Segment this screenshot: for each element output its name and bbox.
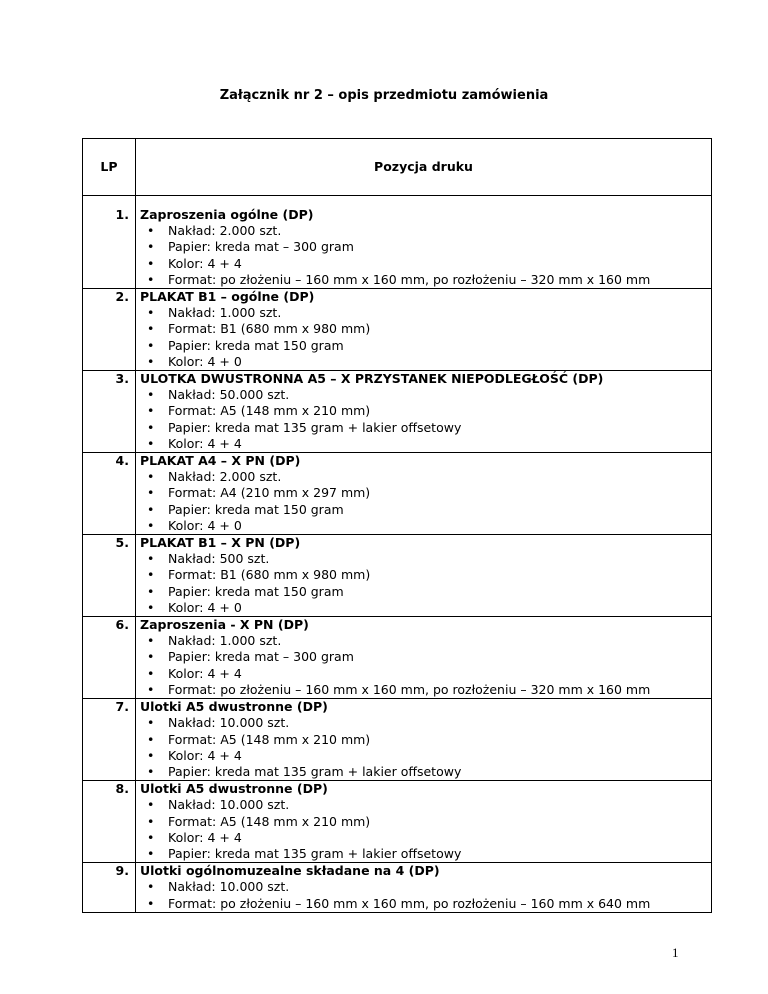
print-item-cell bbox=[136, 617, 712, 699]
spec-text: Format: A5 (148 mm x 210 mm) bbox=[168, 403, 371, 419]
spec-text: Nakład: 10.000 szt. bbox=[168, 797, 290, 813]
spec-text: Format: A5 (148 mm x 210 mm) bbox=[168, 813, 371, 829]
spec-text: Kolor: 4 + 0 bbox=[168, 599, 242, 615]
spec-text: Nakład: 1.000 szt. bbox=[168, 305, 282, 321]
spec-list-item bbox=[140, 764, 709, 780]
spec-list-item bbox=[140, 502, 709, 518]
spec-list-item bbox=[140, 567, 709, 583]
order-spec-table bbox=[82, 138, 712, 913]
spec-text: Format: po złożeniu – 160 mm x 160 mm, po rozłożeniu – 160 mm x 640 mm bbox=[168, 895, 651, 911]
spec-text: Papier: kreda mat 135 gram + lakier offsetowy bbox=[168, 845, 462, 861]
spec-list-item bbox=[140, 682, 709, 698]
bullet-icon: • bbox=[147, 419, 155, 435]
print-item-title: Zaproszenia - X PN (DP) bbox=[140, 617, 309, 633]
spec-text: Nakład: 10.000 szt. bbox=[168, 715, 290, 731]
spec-text: Format: B1 (680 mm x 980 mm) bbox=[168, 321, 371, 337]
header-position: Pozycja druku bbox=[136, 139, 712, 196]
table-header-row bbox=[83, 139, 712, 196]
bullet-icon: • bbox=[147, 715, 155, 731]
spec-list-item bbox=[140, 354, 709, 370]
spec-text: Nakład: 10.000 szt. bbox=[168, 879, 290, 895]
spec-list-item bbox=[140, 420, 709, 436]
table-row bbox=[83, 453, 712, 535]
bullet-icon: • bbox=[147, 517, 155, 533]
spec-text: Nakład: 500 szt. bbox=[168, 551, 270, 567]
bullet-icon: • bbox=[147, 551, 155, 567]
print-item-cell bbox=[136, 371, 712, 453]
spec-list-item bbox=[140, 879, 709, 895]
table-row bbox=[83, 781, 712, 863]
spec-text: Format: A4 (210 mm x 297 mm) bbox=[168, 485, 371, 501]
spec-list-item bbox=[140, 223, 709, 239]
print-item-specs bbox=[140, 551, 709, 616]
bullet-icon: • bbox=[147, 665, 155, 681]
print-item-specs bbox=[140, 223, 709, 288]
spec-list-item bbox=[140, 387, 709, 403]
table-row bbox=[83, 371, 712, 453]
print-item-title: ULOTKA DWUSTRONNA A5 – X PRZYSTANEK NIEPODLEGŁOŚĆ (DP) bbox=[140, 371, 604, 387]
spec-list-item bbox=[140, 584, 709, 600]
print-item-specs bbox=[140, 469, 709, 534]
print-item-cell bbox=[136, 196, 712, 289]
row-number: 6. bbox=[83, 617, 136, 699]
bullet-icon: • bbox=[147, 599, 155, 615]
header-lp: LP bbox=[83, 139, 136, 196]
spec-text: Papier: kreda mat – 300 gram bbox=[168, 239, 354, 255]
spec-list-item bbox=[140, 797, 709, 813]
print-item-cell bbox=[136, 699, 712, 781]
bullet-icon: • bbox=[147, 485, 155, 501]
spec-text: Kolor: 4 + 4 bbox=[168, 255, 242, 271]
table-row bbox=[83, 863, 712, 913]
bullet-icon: • bbox=[147, 845, 155, 861]
bullet-icon: • bbox=[147, 633, 155, 649]
table-body bbox=[83, 196, 712, 913]
page-number: 1 bbox=[672, 945, 679, 960]
row-number: 9. bbox=[83, 863, 136, 913]
bullet-icon: • bbox=[147, 435, 155, 451]
spec-list-item bbox=[140, 272, 709, 288]
spec-text: Nakład: 2.000 szt. bbox=[168, 469, 282, 485]
spec-text: Papier: kreda mat 150 gram bbox=[168, 501, 344, 517]
spec-text: Papier: kreda mat 135 gram + lakier offsetowy bbox=[168, 419, 462, 435]
spec-list-item bbox=[140, 239, 709, 255]
table-row bbox=[83, 617, 712, 699]
bullet-icon: • bbox=[147, 403, 155, 419]
bullet-icon: • bbox=[147, 763, 155, 779]
spec-text: Format: po złożeniu – 160 mm x 160 mm, po rozłożeniu – 320 mm x 160 mm bbox=[168, 681, 651, 697]
print-item-title: PLAKAT A4 – X PN (DP) bbox=[140, 453, 301, 469]
spec-list-item bbox=[140, 830, 709, 846]
spec-list-item bbox=[140, 485, 709, 501]
spec-text: Papier: kreda mat 135 gram + lakier offsetowy bbox=[168, 763, 462, 779]
spec-list-item bbox=[140, 436, 709, 452]
document-title: Załącznik nr 2 – opis przedmiotu zamówienia bbox=[219, 88, 549, 103]
print-item-cell bbox=[136, 453, 712, 535]
print-item-specs bbox=[140, 305, 709, 370]
bullet-icon: • bbox=[147, 731, 155, 747]
bullet-icon: • bbox=[147, 879, 155, 895]
row-number: 3. bbox=[83, 371, 136, 453]
print-item-specs bbox=[140, 715, 709, 780]
spec-list-item bbox=[140, 305, 709, 321]
print-item-title: PLAKAT B1 – ogólne (DP) bbox=[140, 289, 315, 305]
spec-text: Format: po złożeniu – 160 mm x 160 mm, po rozłożeniu – 320 mm x 160 mm bbox=[168, 271, 651, 287]
spec-text: Nakład: 2.000 szt. bbox=[168, 223, 282, 239]
spec-list-item bbox=[140, 256, 709, 272]
spec-text: Papier: kreda mat – 300 gram bbox=[168, 649, 354, 665]
print-item-title: PLAKAT B1 – X PN (DP) bbox=[140, 535, 301, 551]
spec-list-item bbox=[140, 633, 709, 649]
row-number: 7. bbox=[83, 699, 136, 781]
bullet-icon: • bbox=[147, 353, 155, 369]
print-item-cell bbox=[136, 289, 712, 371]
spec-list-item bbox=[140, 518, 709, 534]
bullet-icon: • bbox=[147, 895, 155, 911]
spec-text: Papier: kreda mat 150 gram bbox=[168, 583, 344, 599]
print-item-specs bbox=[140, 633, 709, 698]
row-number: 4. bbox=[83, 453, 136, 535]
spec-text: Nakład: 50.000 szt. bbox=[168, 387, 290, 403]
bullet-icon: • bbox=[147, 501, 155, 517]
spec-text: Format: A5 (148 mm x 210 mm) bbox=[168, 731, 371, 747]
print-item-cell bbox=[136, 863, 712, 913]
print-item-specs bbox=[140, 387, 709, 452]
bullet-icon: • bbox=[147, 681, 155, 697]
bullet-icon: • bbox=[147, 469, 155, 485]
spec-text: Papier: kreda mat 150 gram bbox=[168, 337, 344, 353]
bullet-icon: • bbox=[147, 223, 155, 239]
print-item-title: Zaproszenia ogólne (DP) bbox=[140, 207, 314, 222]
spec-list-item bbox=[140, 846, 709, 862]
print-item-title: Ulotki A5 dwustronne (DP) bbox=[140, 781, 328, 797]
print-item-specs bbox=[140, 797, 709, 862]
bullet-icon: • bbox=[147, 797, 155, 813]
spec-list-item bbox=[140, 321, 709, 337]
spec-text: Kolor: 4 + 4 bbox=[168, 829, 242, 845]
spec-list-item bbox=[140, 896, 709, 912]
spec-text: Kolor: 4 + 0 bbox=[168, 517, 242, 533]
spec-list-item bbox=[140, 715, 709, 731]
bullet-icon: • bbox=[147, 567, 155, 583]
bullet-icon: • bbox=[147, 829, 155, 845]
spec-list-item bbox=[140, 338, 709, 354]
print-item-cell bbox=[136, 781, 712, 863]
spec-text: Format: B1 (680 mm x 980 mm) bbox=[168, 567, 371, 583]
bullet-icon: • bbox=[147, 321, 155, 337]
table-row bbox=[83, 535, 712, 617]
spec-list-item bbox=[140, 469, 709, 485]
spec-list-item bbox=[140, 814, 709, 830]
row-number: 1. bbox=[83, 196, 136, 289]
bullet-icon: • bbox=[147, 747, 155, 763]
spec-list-item bbox=[140, 748, 709, 764]
bullet-icon: • bbox=[147, 583, 155, 599]
print-item-specs bbox=[140, 879, 709, 911]
spec-list-item bbox=[140, 649, 709, 665]
bullet-icon: • bbox=[147, 305, 155, 321]
print-item-title: Ulotki ogólnomuzealne składane na 4 (DP) bbox=[140, 863, 440, 879]
spec-text: Kolor: 4 + 4 bbox=[168, 665, 242, 681]
bullet-icon: • bbox=[147, 813, 155, 829]
spec-list-item bbox=[140, 732, 709, 748]
spec-text: Nakład: 1.000 szt. bbox=[168, 633, 282, 649]
spec-text: Kolor: 4 + 4 bbox=[168, 435, 242, 451]
spec-list-item bbox=[140, 666, 709, 682]
row-number: 2. bbox=[83, 289, 136, 371]
print-item-cell bbox=[136, 535, 712, 617]
table-row bbox=[83, 699, 712, 781]
print-item-title: Ulotki A5 dwustronne (DP) bbox=[140, 699, 328, 715]
row-number: 8. bbox=[83, 781, 136, 863]
bullet-icon: • bbox=[147, 387, 155, 403]
spec-list-item bbox=[140, 551, 709, 567]
spec-text: Kolor: 4 + 0 bbox=[168, 353, 242, 369]
spec-list-item bbox=[140, 403, 709, 419]
table-row bbox=[83, 289, 712, 371]
bullet-icon: • bbox=[147, 271, 155, 287]
bullet-icon: • bbox=[147, 239, 155, 255]
row-number: 5. bbox=[83, 535, 136, 617]
bullet-icon: • bbox=[147, 255, 155, 271]
bullet-icon: • bbox=[147, 649, 155, 665]
spec-text: Kolor: 4 + 4 bbox=[168, 747, 242, 763]
spec-list-item bbox=[140, 600, 709, 616]
table-row bbox=[83, 196, 712, 289]
bullet-icon: • bbox=[147, 337, 155, 353]
